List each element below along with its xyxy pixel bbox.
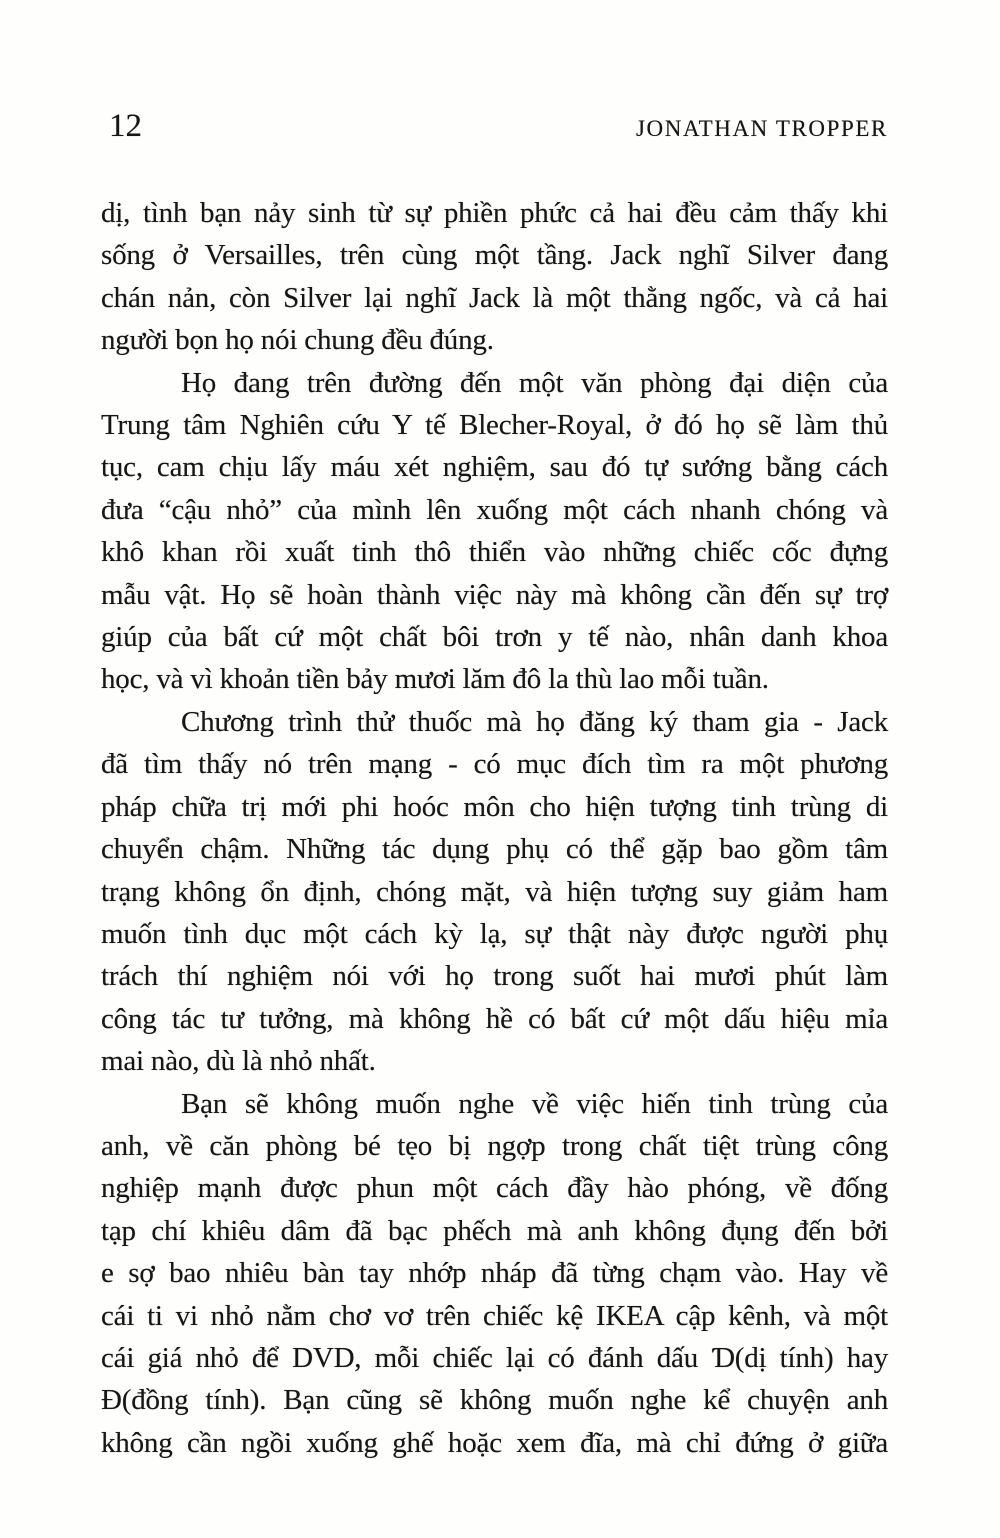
text-line: chán nản, còn Silver lại nghĩ Jack là một thằng ngốc, và cả hai xyxy=(101,281,888,314)
running-header-author: JONATHAN TROPPER xyxy=(635,116,888,141)
paragraph xyxy=(101,192,888,362)
text-line: Đ(đồng tính). Bạn cũng sẽ không muốn nghe kể chuyện anh xyxy=(101,1384,888,1417)
text-line: sống ở Versailles, trên cùng một tầng. Jack nghĩ Silver đang xyxy=(101,239,888,272)
text-line: cái ti vi nhỏ nằm chơ vơ trên chiếc kệ IKEA cập kênh, và một xyxy=(101,1299,888,1332)
page-number: 12 xyxy=(109,108,142,144)
text-line: cái giá nhỏ để DVD, mỗi chiếc lại có đánh dấu Ɗ(dị tính) hay xyxy=(101,1341,888,1374)
text-line: e sợ bao nhiêu bàn tay nhớp nháp đã từng chạm vào. Hay về xyxy=(101,1257,888,1290)
text-line: trạng không ổn định, chóng mặt, và hiện tượng suy giảm ham xyxy=(101,875,888,908)
text-line: pháp chữa trị mới phi hoóc môn cho hiện tượng tinh trùng di xyxy=(101,790,888,823)
text-line: Họ đang trên đường đến một văn phòng đại diện của xyxy=(181,366,888,399)
text-line: đã tìm thấy nó trên mạng - có mục đích tìm ra một phương xyxy=(101,748,888,781)
text-line: trách thí nghiệm nói với họ trong suốt hai mươi phút làm xyxy=(101,960,888,993)
text-line: người bọn họ nói chung đều đúng. xyxy=(101,324,494,357)
text-line: dị, tình bạn nảy sinh từ sự phiền phức cả hai đều cảm thấy khi xyxy=(101,197,888,229)
text-line: mai nào, dù là nhỏ nhất. xyxy=(101,1045,376,1078)
text-line: học, và vì khoản tiền bảy mươi lăm đô la thù lao mỗi tuần. xyxy=(101,663,769,696)
text-line: nghiệp mạnh được phun một cách đầy hào phóng, về đống xyxy=(101,1172,888,1205)
text-line: khô khan rồi xuất tinh thô thiển vào những chiếc cốc đựng xyxy=(101,536,888,569)
text-line: chuyển chậm. Những tác dụng phụ có thể gặp bao gồm tâm xyxy=(101,833,888,866)
page-header xyxy=(101,108,888,144)
paragraph xyxy=(101,701,888,1083)
text-line: muốn tình dục một cách kỳ lạ, sự thật này được người phụ xyxy=(101,917,888,950)
text-line: anh, về căn phòng bé tẹo bị ngợp trong chất tiệt trùng công xyxy=(101,1129,888,1162)
text-line: đưa “cậu nhỏ” của mình lên xuống một cách nhanh chóng và xyxy=(101,493,888,526)
text-line: Trung tâm Nghiên cứu Y tế Blecher-Royal, ở đó họ sẽ làm thủ xyxy=(101,409,888,442)
paragraph xyxy=(101,1083,888,1465)
text-line: Chương trình thử thuốc mà họ đăng ký tham gia - Jack xyxy=(181,705,888,738)
text-line: công tác tư tưởng, mà không hề có bất cứ một dấu hiệu mỉa xyxy=(101,1002,888,1035)
text-line: tạp chí khiêu dâm đã bạc phếch mà anh không đụng đến bởi xyxy=(101,1214,888,1247)
paragraph xyxy=(101,362,888,701)
text-line: giúp của bất cứ một chất bôi trơn y tế nào, nhân danh khoa xyxy=(101,621,888,654)
text-line: Bạn sẽ không muốn nghe về việc hiến tinh trùng của xyxy=(181,1087,888,1120)
text-line: không cần ngồi xuống ghế hoặc xem đĩa, mà chỉ đứng ở giữa xyxy=(101,1426,888,1459)
text-line: tục, cam chịu lấy máu xét nghiệm, sau đó tự sướng bằng cách xyxy=(101,451,888,484)
text-line: mẫu vật. Họ sẽ hoàn thành việc này mà không cần đến sự trợ xyxy=(101,578,888,611)
body-text xyxy=(101,192,888,1464)
